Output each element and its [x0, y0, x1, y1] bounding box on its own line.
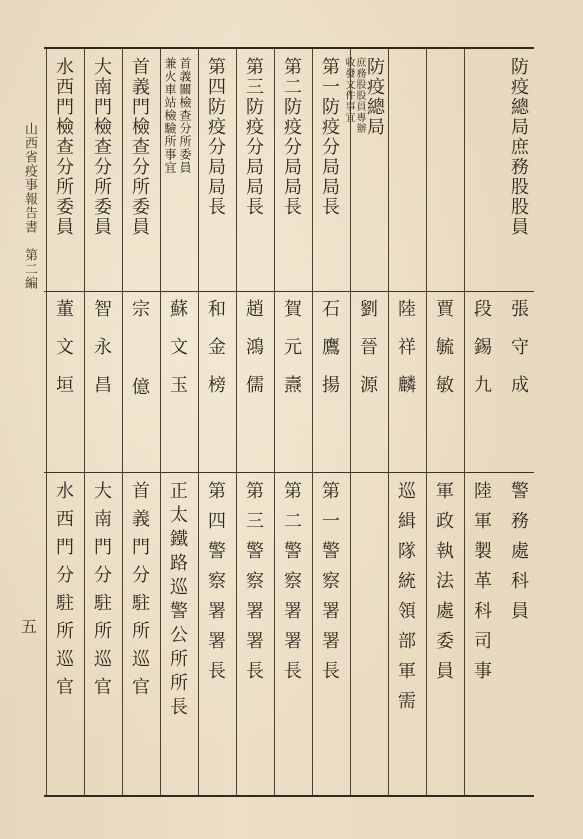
- running-title: 山西省疫事報告書 第二編: [22, 122, 37, 290]
- office-cell: 首義門分駐所巡官: [129, 481, 150, 705]
- page-number: 五: [20, 617, 37, 636]
- position-cell: 第三防疫分局局長: [243, 57, 264, 217]
- office-cell: 第三警察署署長: [243, 481, 264, 691]
- position-note-line: 首義關檢查分所委員: [178, 57, 192, 174]
- position-cell: 第一防疫分局局長: [319, 57, 340, 217]
- name-cell: 陸祥麟: [395, 299, 416, 413]
- position-cell: 第二防疫分局局長: [281, 57, 302, 217]
- position-cell: [427, 57, 459, 287]
- position-cell: [343, 57, 385, 287]
- position-cell: [161, 57, 193, 287]
- position-cell: [465, 57, 497, 287]
- office-cell: 陸軍製革科司事: [471, 481, 492, 691]
- office-cell: 正太鐵路巡警公所所長: [167, 481, 188, 721]
- table-column: [426, 49, 459, 795]
- position-cell: 防疫總局庶務股股員: [508, 57, 529, 237]
- office-cell: 第一警察署署長: [319, 481, 340, 691]
- name-cell: 和金榜: [205, 299, 226, 413]
- name-cell: 段錫九: [471, 299, 492, 413]
- table-column: [122, 49, 155, 795]
- office-cell: 水西門分駐所巡官: [53, 481, 74, 705]
- position-note: [343, 57, 365, 287]
- name-cell: 劉晉源: [357, 299, 378, 413]
- office-cell: 巡緝隊統領部軍需: [395, 481, 416, 721]
- office-cell: [351, 481, 383, 789]
- position-note-line: 庶務股股員專辦: [354, 57, 365, 134]
- position-note-line: 收發文件事宜: [343, 57, 354, 123]
- position-cell: 第四防疫分局局長: [205, 57, 226, 217]
- name-cell: 蘇文玉: [167, 299, 188, 413]
- table-column: [274, 49, 307, 795]
- position-main: 防疫總局: [364, 57, 385, 137]
- table-column: [343, 49, 385, 795]
- name-cell: 董文垣: [53, 299, 74, 413]
- personnel-table: [44, 47, 534, 797]
- position-cell: 首義門檢查分所委員: [129, 57, 150, 237]
- table-column: [46, 49, 79, 795]
- position-cell: 水西門檢查分所委員: [53, 57, 74, 237]
- name-cell: 趙鴻儒: [243, 299, 264, 413]
- table-column: [312, 49, 345, 795]
- table-column: [84, 49, 117, 795]
- name-cell: 賀元燾: [281, 299, 302, 413]
- name-cell: 石鷹揚: [319, 299, 340, 413]
- position-cell: 大南門檢查分所委員: [91, 57, 112, 237]
- table-column: [502, 49, 534, 795]
- position-cell: [389, 57, 421, 287]
- name-cell: 賈毓敏: [433, 299, 454, 413]
- table-column: [464, 49, 497, 795]
- name-cell: 智永昌: [91, 299, 112, 413]
- position-note-line: 兼火車站檢驗所事宜: [163, 57, 177, 174]
- name-cell: 宗億: [129, 299, 150, 455]
- table-column: [388, 49, 421, 795]
- table-column: [236, 49, 269, 795]
- office-cell: 軍政執法處委員: [433, 481, 454, 691]
- table-column: [198, 49, 231, 795]
- name-cell: 張守成: [508, 299, 529, 413]
- office-cell: 第二警察署署長: [281, 481, 302, 691]
- table-column: [160, 49, 193, 795]
- office-cell: 第四警察署署長: [205, 481, 226, 691]
- office-cell: 警務處科員: [508, 481, 529, 631]
- office-cell: 大南門分駐所巡官: [91, 481, 112, 705]
